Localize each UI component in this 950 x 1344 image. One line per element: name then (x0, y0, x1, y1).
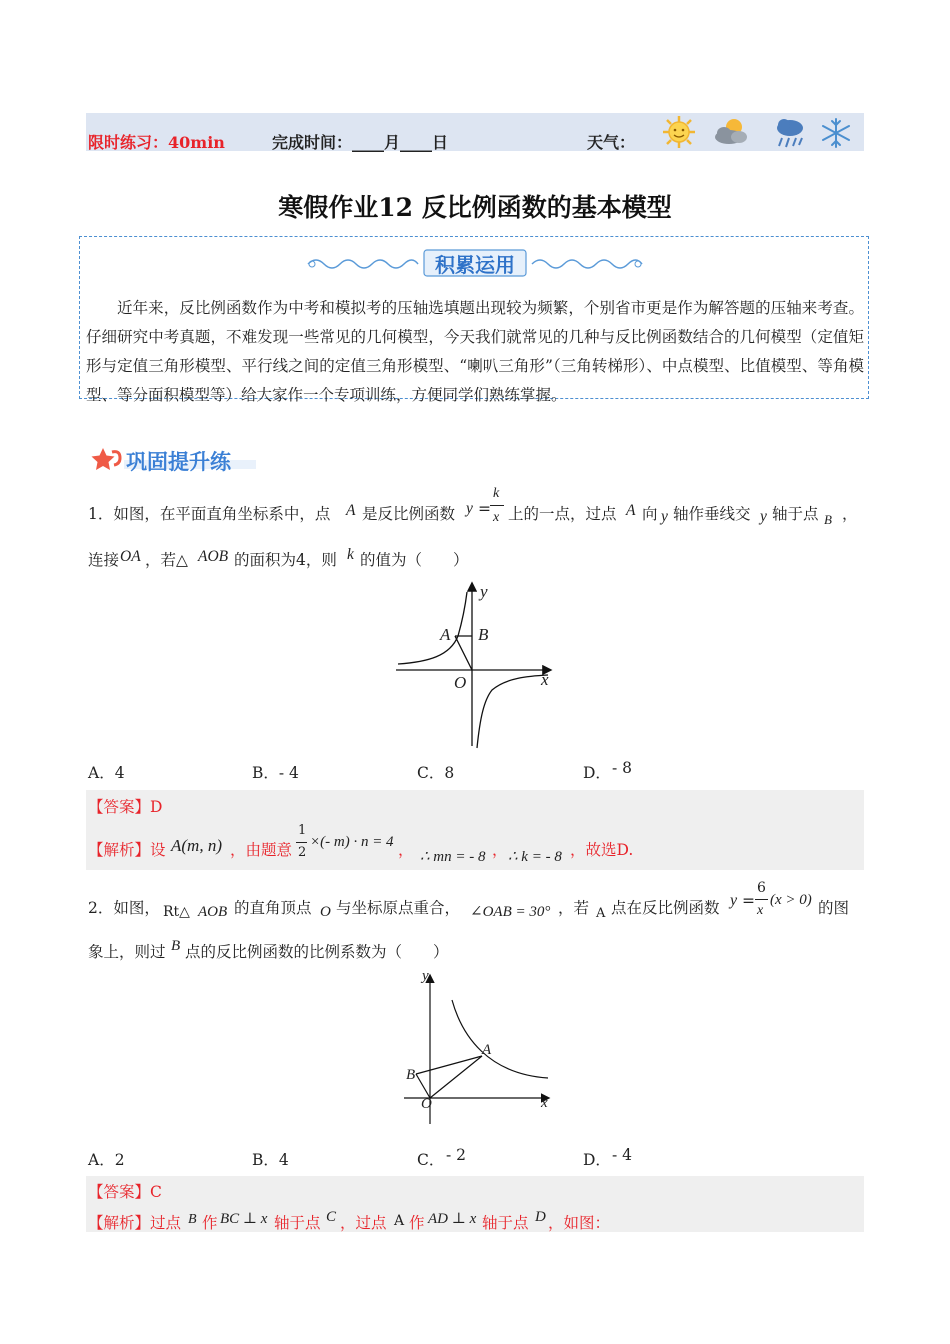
q1-line1c: 上的一点，过点 (508, 505, 617, 523)
q2-fig-O: O (421, 1096, 432, 1112)
q1-half-line (296, 842, 307, 843)
q2-frac-num: 6 (757, 880, 766, 896)
q1-option-b: B．- 4 (252, 764, 299, 782)
page-title: 寒假作业12 反比例函数的基本模型 (278, 193, 672, 222)
q2-line1c: 与坐标原点重合， (336, 899, 461, 917)
badge-label: 积累运用 (435, 253, 515, 277)
q1-fig-A: A (440, 625, 451, 644)
q2-solution-B: B (188, 1212, 197, 1227)
q1-solution-r2: ∴ k = - 8 (508, 849, 562, 865)
q1-solution-t1: ，由题意 (230, 841, 293, 859)
q1-fig-B: B (478, 625, 489, 644)
q1-frac-line (490, 505, 504, 506)
q1-solution-r1: ∴ mn = - 8 (420, 849, 486, 865)
time-limit: 限时练习：40min (88, 133, 225, 152)
q2-var-O: O (320, 904, 331, 920)
q1-half-den: 2 (298, 845, 307, 860)
q1-answer: 【答案】D (88, 798, 163, 816)
q1-line2c: 的面积为4，则 (234, 551, 337, 569)
q1-var-y: y (466, 500, 473, 517)
q1-half-num: 1 (298, 823, 307, 838)
q1-solution-Amn: A(m, n) (171, 836, 222, 855)
q1-line2b: ，若△ (145, 551, 188, 569)
q2-line1b: 的直角顶点 (234, 899, 312, 917)
q1-var-k: k (347, 546, 354, 563)
q2-answer: 【答案】C (88, 1183, 162, 1201)
q1-solution-t2: ， (398, 841, 414, 859)
q2-option-d-value: - 4 (612, 1146, 633, 1164)
q1-frac-x: x (493, 510, 500, 525)
q2-solution-BC: BC ⊥ x (220, 1211, 268, 1227)
q1-var-y3: y (760, 508, 767, 525)
q1-var-y2: y (661, 508, 668, 525)
section-heading: 巩固提升练 (126, 450, 231, 474)
q2-solution-g: ，如图： (548, 1214, 611, 1232)
q2-solution-c: 轴于点 (274, 1214, 321, 1232)
q1-line2a: 连接 (88, 551, 120, 569)
q2-line1e: 点在反比例函数 (611, 899, 720, 917)
q1-figure (388, 578, 568, 750)
q1-line1d: 向 (642, 505, 658, 523)
sunny-icon (662, 115, 696, 149)
q1-option-c: C．8 (417, 764, 455, 782)
q1-var-OA: OA (120, 548, 141, 565)
q2-var-A: A (596, 906, 606, 921)
q2-fig-A: A (482, 1042, 492, 1058)
q2-option-a: A．2 (88, 1151, 125, 1169)
q1-option-d-value: - 8 (612, 759, 633, 777)
q1-var-A: A (346, 502, 356, 519)
q2-frac-line (755, 899, 768, 900)
q2-solution-b: 作 (202, 1214, 218, 1232)
rain-icon (773, 116, 807, 150)
q2-option-b: B．4 (252, 1151, 289, 1169)
q1-solution-t4: ，故选D. (570, 841, 634, 859)
weather-label: 天气： (587, 133, 636, 152)
q1-solution-label: 【解析】设 (88, 841, 166, 859)
snow-icon (820, 117, 852, 149)
q2-solution-D: D (535, 1209, 546, 1225)
q2-angle: ∠OAB = 30° (470, 904, 551, 920)
q1-var-B: B (824, 512, 832, 527)
q2-solution-d: ，过点 (340, 1214, 387, 1232)
q2-solution-f: 轴于点 (482, 1214, 529, 1232)
q2-fig-y: y (422, 968, 429, 984)
q2-fig-B: B (406, 1067, 416, 1083)
q2-option-c: C． (417, 1151, 445, 1169)
q1-var-A2: A (626, 502, 636, 519)
q2-solution-C: C (326, 1209, 337, 1225)
q2-var-y: y (730, 892, 738, 909)
q1-line1a: 1．如图，在平面直角坐标系中，点 (88, 505, 331, 523)
q1-fig-y: y (480, 582, 488, 601)
q1-fig-O: O (454, 673, 467, 692)
intro-text: 近年来，反比例函数作为中考和模拟考的压轴选填题出现较为频繁，个别省市更是作为解答题的压轴来考查。仔细研究中考真题，不难发现一些常见的几何模型，今天我们就常见的几种与反比例函数结合的几何模型（定值矩形与定值三角形模型、平行线之间的定值三角形模型、“喇叭三角形”（三角转梯形）、中点模型、比值模型、等角模型、等分面积模型等）给大家作一个专项训练，方便同学们熟练掌握。 (86, 299, 864, 404)
q2-solution-AD: AD ⊥ x (428, 1211, 477, 1227)
q2-line1d: ，若 (558, 899, 590, 917)
q2-var-B: B (171, 938, 181, 954)
q2-frac-x: x (757, 903, 764, 918)
q2-line2a: 象上，则过 (88, 943, 166, 961)
q2-option-c-value: - 2 (446, 1146, 467, 1164)
partly-cloudy-icon (711, 116, 751, 148)
q2-eq: = (742, 892, 755, 910)
q2-fig-x: x (541, 1095, 548, 1111)
q2-rt: Rt△ (163, 904, 190, 920)
q1-comma: ， (842, 505, 858, 523)
q2-solution-e: 作 (409, 1214, 425, 1232)
q2-solution-a: 【解析】过点 (88, 1214, 182, 1232)
q1-option-a: A．4 (88, 764, 125, 782)
q2-line1a: 2．如图， (88, 899, 160, 917)
q2-aob: AOB (198, 904, 228, 920)
q1-option-d: D． (583, 764, 611, 782)
star-icon (90, 446, 124, 472)
q1-line1f: 轴于点 (772, 505, 819, 523)
q1-var-AOB: AOB (198, 548, 229, 565)
q1-fig-x: x (541, 670, 549, 689)
q1-eq: = (478, 500, 491, 518)
finish-time: 完成时间：____月____日 (272, 133, 449, 152)
q2-option-d: D． (583, 1151, 611, 1169)
q1-line2d: 的值为（ ） (360, 551, 469, 569)
q1-solution-t3: ， (492, 841, 508, 859)
q1-line1e: 轴作垂线交 (673, 505, 751, 523)
q2-line1f: 的图 (818, 899, 850, 917)
q2-solution-A: A (394, 1213, 405, 1229)
q1-frac-k: k (493, 486, 500, 501)
q2-cond: (x > 0) (770, 892, 812, 908)
q1-solution-expr: ×(- m) · n = 4 (310, 834, 394, 850)
q1-line1b: 是反比例函数 (362, 505, 456, 523)
q2-line2b: 点的反比例函数的比例系数为（ ） (185, 943, 449, 961)
